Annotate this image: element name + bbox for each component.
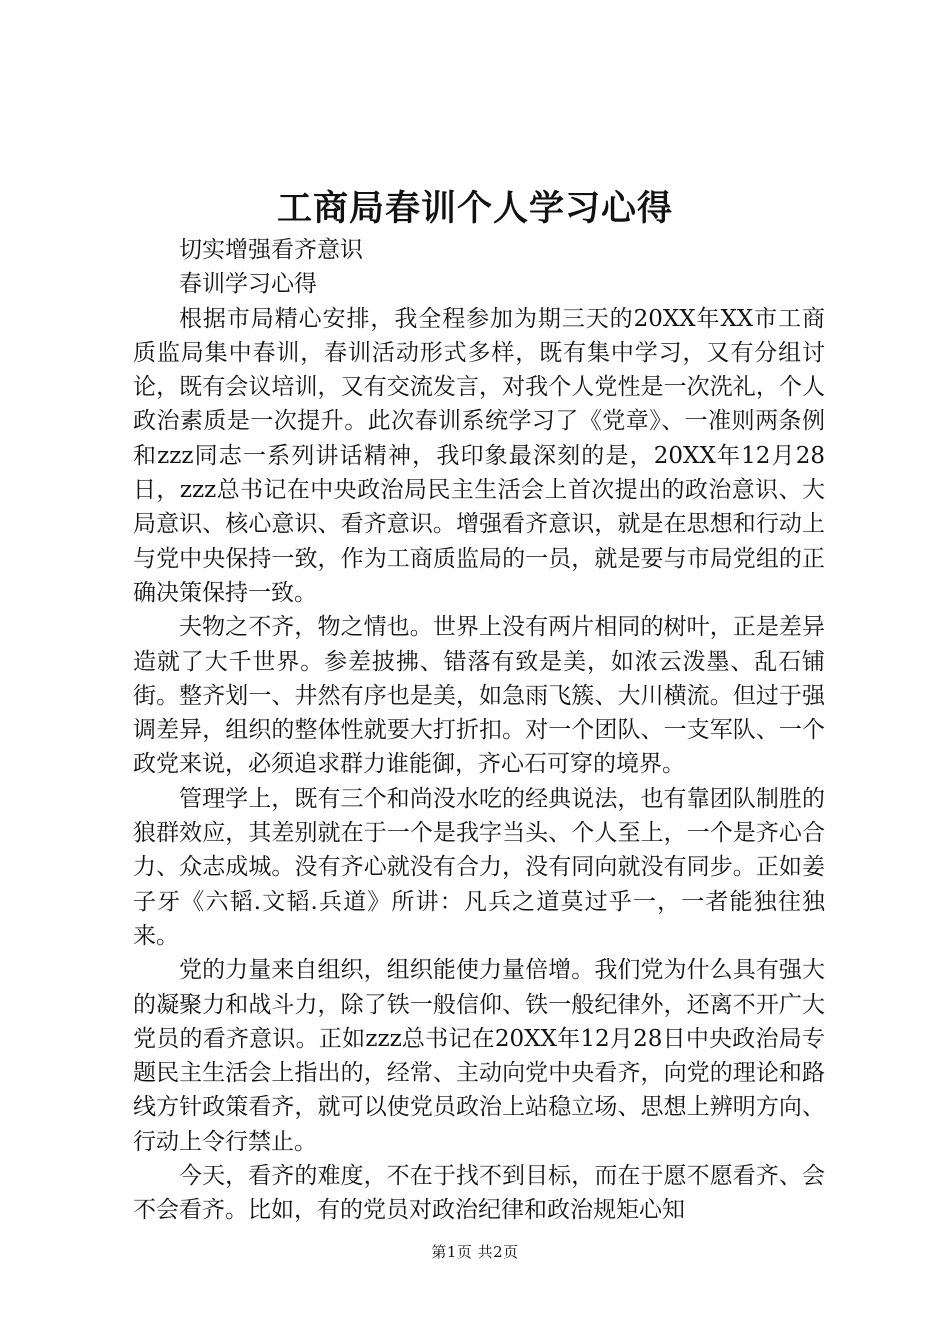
body-paragraph: 党的力量来自组织，组织能使力量倍增。我们党为什么具有强大的凝聚力和战斗力，除了铁一般信仰、铁一般纪律外，还离不开广大党员的看齐意识。正如zzz总书记在20XX年12月28日中央政治局专题民主生活会上指出的，经常、主动向党中央看齐，向党的理论和路线方针政策看齐，就可以使党员政治上站稳立场、思想上辨明方向、行动上令行禁止。	[133, 957, 825, 1155]
body-paragraph: 管理学上，既有三个和尚没水吃的经典说法，也有靠团队制胜的狼群效应，其差别就在于一个是我字当头、个人至上，一个是齐心合力、众志成城。没有齐心就没有合力，没有同向就没有同步。正如姜子牙《六韬.文韬.兵道》所讲：凡兵之道莫过乎一，一者能独往独来。	[133, 785, 825, 949]
body-paragraph: 根据市局精心安排，我全程参加为期三天的20XX年XX市工商质监局集中春训，春训活动形式多样，既有集中学习，又有分组讨论，既有会议培训，又有交流发言，对我个人党性是一次洗礼，个人政治素质是一次提升。此次春训系统学习了《党章》、一准则两条例和zzz同志一系列讲话精神，我印象最深刻的是，20XX年12月28日，zzz总书记在中央政治局民主生活会上首次提出的政治意识、大局意识、核心意识、看齐意识。增强看齐意识，就是在思想和行动上与党中央保持一致，作为工商质监局的一员，就是要与市局党组的正确决策保持一致。	[133, 305, 825, 606]
body-paragraph: 今天，看齐的难度，不在于找不到目标，而在于愿不愿看齐、会不会看齐。比如，有的党员对政治纪律和政治规矩心知	[133, 1163, 825, 1224]
document-title: 工商局春训个人学习心得	[276, 188, 673, 229]
page-footer: 第1页 共2页	[431, 1243, 519, 1261]
subtitle-line: 春训学习心得	[179, 271, 317, 298]
document-body	[133, 233, 825, 1228]
subtitle-line: 切实增强看齐意识	[179, 237, 363, 263]
body-paragraph: 夫物之不齐，物之情也。世界上没有两片相同的树叶，正是差异造就了大千世界。参差披拂、错落有致是美，如浓云泼墨、乱石铺街。整齐划一、井然有序也是美，如急雨飞簇、大川横流。但过于强调差异，组织的整体性就要大打折扣。对一个团队、一支军队、一个政党来说，必须追求群力谁能御，齐心石可穿的境界。	[133, 614, 825, 778]
